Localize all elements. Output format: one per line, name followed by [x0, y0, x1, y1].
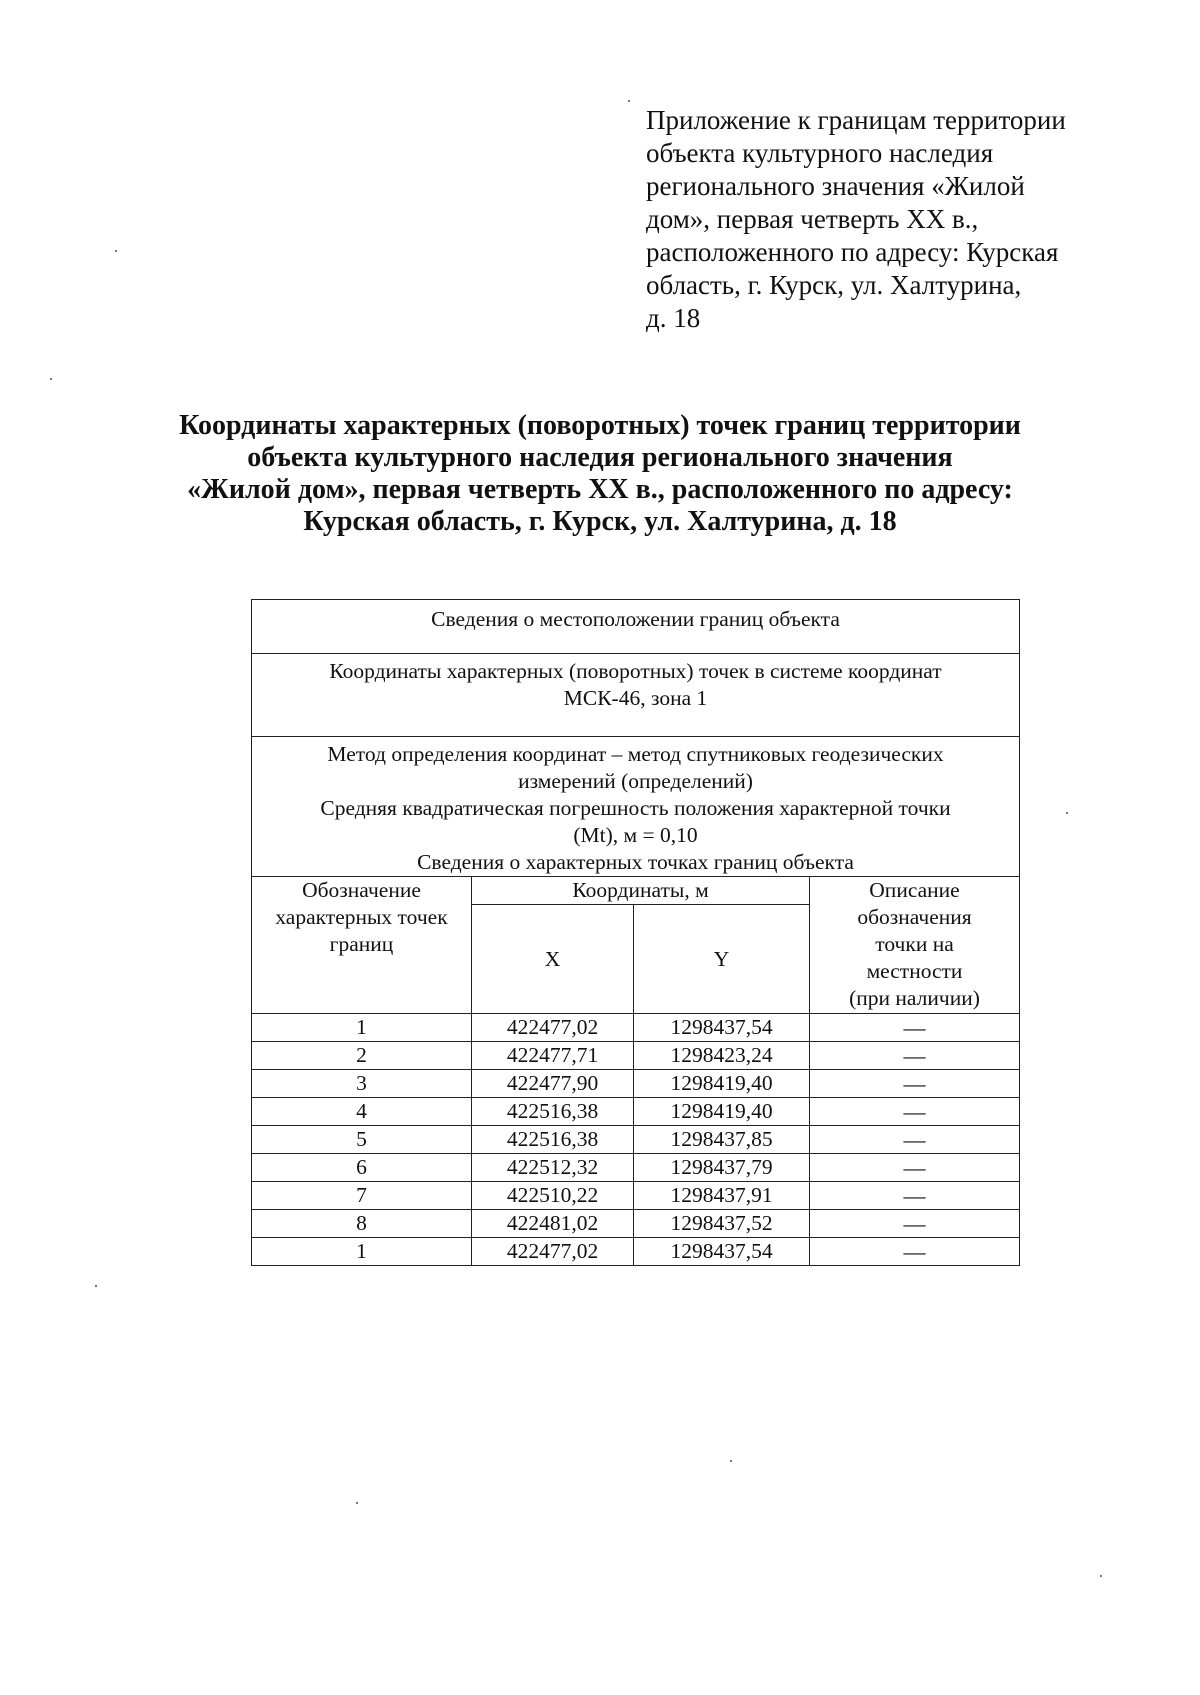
method-line: измерений (определений)	[518, 769, 753, 793]
coordinate-system-line: Координаты характерных (поворотных) точек в системе координат	[329, 659, 942, 683]
appendix-line: д. 18	[646, 303, 701, 333]
appendix-line: регионального значения «Жилой	[646, 171, 1025, 201]
appendix-line: расположенного по адресу: Курская	[646, 237, 1059, 267]
x-cell: 422477,90	[472, 1070, 634, 1098]
x-header: X	[472, 905, 634, 1014]
method-line: Метод определения координат – метод спутниковых геодезических	[327, 742, 944, 766]
x-cell: 422477,02	[472, 1014, 634, 1042]
description-cell: —	[810, 1238, 1020, 1266]
point-cell: 2	[252, 1042, 472, 1070]
y-cell: 1298437,79	[634, 1154, 810, 1182]
designation-header-line: границ	[329, 932, 394, 956]
x-cell: 422481,02	[472, 1210, 634, 1238]
x-cell: 422516,38	[472, 1098, 634, 1126]
description-cell: —	[810, 1070, 1020, 1098]
description-header-line: обозначения	[857, 905, 972, 929]
point-cell: 7	[252, 1182, 472, 1210]
description-cell: —	[810, 1014, 1020, 1042]
designation-header-line: характерных точек	[275, 905, 448, 929]
y-cell: 1298437,91	[634, 1182, 810, 1210]
designation-header	[252, 877, 472, 1014]
x-cell: 422477,71	[472, 1042, 634, 1070]
appendix-line: дом», первая четверть XX в.,	[646, 204, 979, 234]
document-title	[120, 410, 1080, 538]
description-cell: —	[810, 1126, 1020, 1154]
table-row	[252, 1210, 1020, 1238]
table-row	[252, 1098, 1020, 1126]
y-cell: 1298419,40	[634, 1070, 810, 1098]
description-cell: —	[810, 1154, 1020, 1182]
title-line: Курская область, г. Курск, ул. Халтурина, д. 18	[303, 506, 897, 537]
table-row	[252, 1182, 1020, 1210]
y-cell: 1298419,40	[634, 1098, 810, 1126]
table-row	[252, 1070, 1020, 1098]
scan-speck	[628, 100, 630, 102]
coordinate-system-cell	[252, 654, 1020, 737]
table-row	[252, 1238, 1020, 1266]
description-cell: —	[810, 1098, 1020, 1126]
coordinates-header: Координаты, м	[472, 877, 810, 905]
appendix-line: Приложение к границам территории	[646, 105, 1066, 135]
x-cell: 422510,22	[472, 1182, 634, 1210]
description-header-line: (при наличии)	[849, 986, 980, 1010]
method-cell	[252, 737, 1020, 877]
table-row	[252, 1154, 1020, 1182]
title-line: «Жилой дом», первая четверть XX в., расположенного по адресу:	[187, 474, 1013, 505]
scan-speck	[50, 378, 52, 380]
x-cell: 422516,38	[472, 1126, 634, 1154]
coordinate-system-line: МСК-46, зона 1	[563, 686, 708, 710]
appendix-line: объекта культурного наследия	[646, 138, 994, 168]
y-cell: 1298437,85	[634, 1126, 810, 1154]
point-cell: 3	[252, 1070, 472, 1098]
method-line: (Mt), м = 0,10	[573, 823, 698, 847]
y-cell: 1298423,24	[634, 1042, 810, 1070]
coordinates-table	[251, 599, 1020, 1266]
point-cell: 1	[252, 1238, 472, 1266]
y-cell: 1298437,52	[634, 1210, 810, 1238]
description-cell: —	[810, 1182, 1020, 1210]
designation-header-line: Обозначение	[302, 878, 421, 902]
title-line: Координаты характерных (поворотных) точек границ территории	[179, 410, 1021, 441]
point-cell: 5	[252, 1126, 472, 1154]
y-cell: 1298437,54	[634, 1238, 810, 1266]
appendix-note	[646, 104, 1098, 335]
location-info: Сведения о местоположении границ объекта	[431, 607, 840, 631]
description-cell: —	[810, 1210, 1020, 1238]
scan-speck	[95, 1285, 97, 1287]
method-line: Средняя квадратическая погрешность положения характерной точки	[320, 796, 951, 820]
y-header: Y	[634, 905, 810, 1014]
location-info-cell	[252, 600, 1020, 654]
x-cell: 422477,02	[472, 1238, 634, 1266]
scan-speck	[730, 1460, 732, 1462]
description-cell: —	[810, 1042, 1020, 1070]
description-header-line: местности	[866, 959, 963, 983]
description-header-line: точки на	[875, 932, 954, 956]
point-cell: 8	[252, 1210, 472, 1238]
x-cell: 422512,32	[472, 1154, 634, 1182]
table-row	[252, 1126, 1020, 1154]
appendix-line: область, г. Курск, ул. Халтурина,	[646, 270, 1022, 300]
table-row	[252, 1042, 1020, 1070]
point-cell: 6	[252, 1154, 472, 1182]
scan-speck	[1100, 1575, 1102, 1577]
scan-speck	[115, 250, 117, 252]
method-line: Сведения о характерных точках границ объекта	[417, 850, 854, 874]
point-cell: 1	[252, 1014, 472, 1042]
table-row	[252, 1014, 1020, 1042]
scan-speck	[1066, 812, 1068, 814]
y-cell: 1298437,54	[634, 1014, 810, 1042]
title-line: объекта культурного наследия регионального значения	[247, 442, 953, 473]
scan-speck	[356, 1502, 358, 1504]
point-cell: 4	[252, 1098, 472, 1126]
description-header-line: Описание	[869, 878, 960, 902]
description-header	[810, 877, 1020, 1014]
